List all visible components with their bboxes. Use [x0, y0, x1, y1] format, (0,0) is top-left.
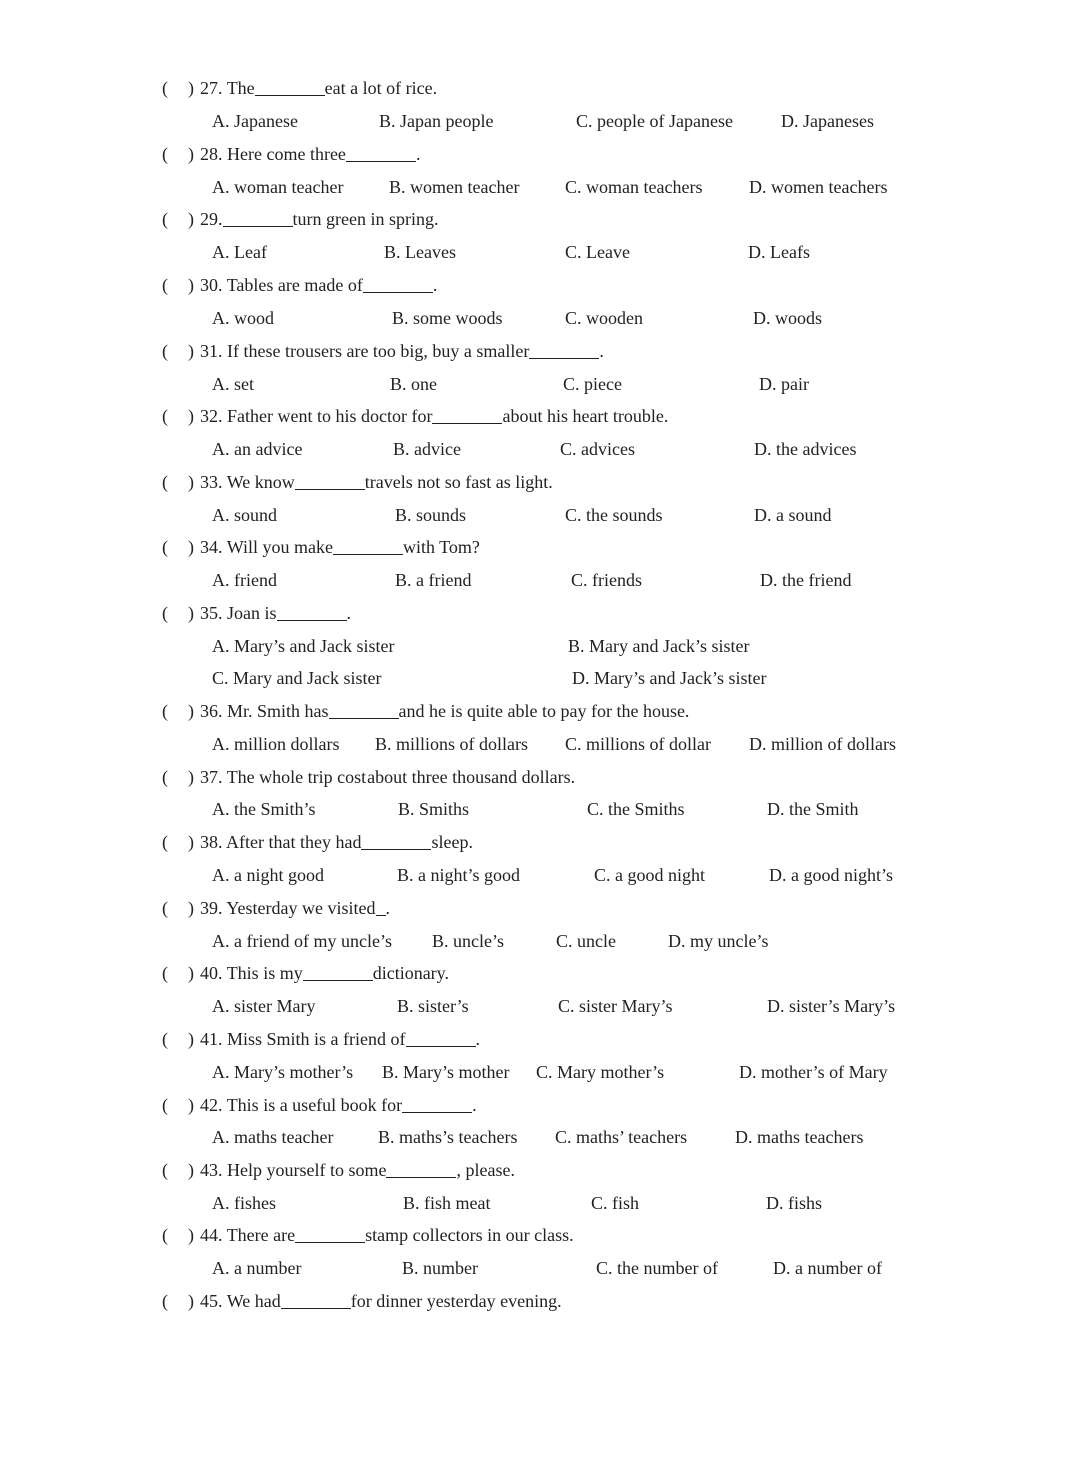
option-a[interactable]: A. a night good: [212, 865, 324, 885]
answer-blank: [277, 602, 347, 621]
question-stem: 34. Will you make with Tom?: [200, 537, 480, 557]
answer-bracket-close: ): [188, 1291, 194, 1311]
answer-bracket-close: ): [188, 209, 194, 229]
answer-blank: [363, 274, 433, 293]
answer-bracket-close: ): [188, 1029, 194, 1049]
answer-bracket[interactable]: (: [162, 1291, 168, 1311]
option-d[interactable]: D. a number of: [773, 1258, 882, 1278]
question-stem: 31. If these trousers are too big, buy a smaller .: [200, 341, 604, 361]
option-a[interactable]: A. sound: [212, 505, 278, 525]
option-d[interactable]: D. Mary’s and Jack’s sister: [572, 668, 767, 688]
answer-bracket-close: ): [188, 472, 194, 492]
answer-bracket[interactable]: (: [162, 144, 168, 164]
answer-bracket[interactable]: (: [162, 209, 168, 229]
answer-bracket-close: ): [188, 832, 194, 852]
option-b[interactable]: B. millions of dollars: [375, 734, 528, 754]
option-a[interactable]: A. wood: [212, 308, 274, 328]
answer-bracket-close: ): [188, 275, 194, 295]
answer-blank: [303, 962, 373, 981]
option-a[interactable]: A. an advice: [212, 439, 303, 459]
question-stem: 32. Father went to his doctor for about his heart trouble.: [200, 406, 669, 426]
option-b[interactable]: B. maths’s teachers: [378, 1127, 518, 1147]
option-d[interactable]: D. fishs: [766, 1193, 823, 1213]
question-stem: 41. Miss Smith is a friend of .: [200, 1029, 480, 1049]
option-b[interactable]: B. fish meat: [403, 1193, 491, 1213]
option-d[interactable]: D. a sound: [754, 505, 832, 525]
answer-bracket[interactable]: (: [162, 275, 168, 295]
option-d[interactable]: D. a good night’s: [769, 865, 893, 885]
answer-bracket[interactable]: (: [162, 832, 168, 852]
option-c[interactable]: C. advices: [560, 439, 635, 459]
question-stem: 28. Here come three .: [200, 144, 421, 164]
option-c[interactable]: C. the Smiths: [587, 799, 685, 819]
option-c[interactable]: C. friends: [571, 570, 642, 590]
option-c[interactable]: C. uncle: [556, 931, 616, 951]
answer-blank: [432, 405, 502, 424]
answer-bracket[interactable]: (: [162, 963, 168, 983]
option-a[interactable]: A. a friend of my uncle’s: [212, 931, 392, 951]
option-a[interactable]: A. fishes: [212, 1193, 276, 1213]
answer-bracket[interactable]: (: [162, 1029, 168, 1049]
answer-blank: [223, 208, 293, 227]
question-stem: 42. This is a useful book for .: [200, 1095, 477, 1115]
question-stem: 37. The whole trip costabout three thousand dollars.: [200, 767, 576, 787]
answer-bracket-close: ): [188, 1160, 194, 1180]
answer-bracket[interactable]: (: [162, 767, 168, 787]
option-a[interactable]: A. sister Mary: [212, 996, 316, 1016]
answer-bracket[interactable]: (: [162, 537, 168, 557]
question-stem: 29. turn green in spring.: [200, 209, 439, 229]
question-stem: 44. There are stamp collectors in our class.: [200, 1225, 574, 1245]
answer-bracket[interactable]: (: [162, 341, 168, 361]
option-b[interactable]: B. Mary’s mother: [382, 1062, 510, 1082]
option-a[interactable]: A. Mary’s and Jack sister: [212, 636, 395, 656]
option-a[interactable]: A. friend: [212, 570, 277, 590]
question-stem: 27. The eat a lot of rice.: [200, 78, 438, 98]
question-stem: 43. Help yourself to some , please.: [200, 1160, 515, 1180]
option-c[interactable]: C. woman teachers: [565, 177, 703, 197]
option-c[interactable]: C. a good night: [594, 865, 705, 885]
answer-blank: [333, 536, 403, 555]
answer-bracket[interactable]: (: [162, 406, 168, 426]
option-d[interactable]: D. maths teachers: [735, 1127, 864, 1147]
option-b[interactable]: B. some woods: [392, 308, 503, 328]
option-d[interactable]: D. the Smith: [767, 799, 859, 819]
answer-blank: [406, 1028, 476, 1047]
option-d[interactable]: D. my uncle’s: [668, 931, 769, 951]
answer-blank: [386, 1159, 456, 1178]
option-c[interactable]: C. people of Japanese: [576, 111, 733, 131]
question-stem: 33. We know travels not so fast as light.: [200, 472, 553, 492]
option-a[interactable]: A. Leaf: [212, 242, 267, 262]
answer-blank: [376, 897, 386, 916]
option-b[interactable]: B. Leaves: [384, 242, 456, 262]
question-stem: 38. After that they had sleep.: [200, 832, 473, 852]
option-c[interactable]: C. Mary and Jack sister: [212, 668, 382, 688]
answer-bracket[interactable]: (: [162, 1160, 168, 1180]
option-d[interactable]: D. pair: [759, 374, 809, 394]
option-a[interactable]: A. Japanese: [212, 111, 298, 131]
option-c[interactable]: C. piece: [563, 374, 622, 394]
option-a[interactable]: A. set: [212, 374, 254, 394]
answer-bracket[interactable]: (: [162, 603, 168, 623]
option-a[interactable]: A. Mary’s mother’s: [212, 1062, 354, 1082]
answer-bracket[interactable]: (: [162, 1225, 168, 1245]
option-d[interactable]: D. the advices: [754, 439, 857, 459]
option-b[interactable]: B. advice: [393, 439, 461, 459]
answer-bracket[interactable]: (: [162, 1095, 168, 1115]
option-d[interactable]: D. woods: [753, 308, 823, 328]
option-d[interactable]: D. mother’s of Mary: [739, 1062, 888, 1082]
answer-bracket[interactable]: (: [162, 701, 168, 721]
option-b[interactable]: B. Mary and Jack’s sister: [568, 636, 750, 656]
answer-bracket-close: ): [188, 898, 194, 918]
option-d[interactable]: D. million of dollars: [749, 734, 896, 754]
option-b[interactable]: B. a night’s good: [397, 865, 521, 885]
option-b[interactable]: B. one: [390, 374, 437, 394]
answer-bracket-close: ): [188, 701, 194, 721]
option-c[interactable]: C. millions of dollar: [565, 734, 711, 754]
answer-bracket[interactable]: (: [162, 898, 168, 918]
answer-blank: [529, 340, 599, 359]
question-stem: 36. Mr. Smith has and he is quite able to pay for the house.: [200, 701, 690, 721]
option-b[interactable]: B. Smiths: [398, 799, 470, 819]
answer-bracket-close: ): [188, 603, 194, 623]
option-b[interactable]: B. number: [402, 1258, 478, 1278]
answer-bracket-close: ): [188, 537, 194, 557]
option-b[interactable]: B. Japan people: [379, 111, 494, 131]
answer-bracket-close: ): [188, 78, 194, 98]
answer-bracket-close: ): [188, 767, 194, 787]
option-a[interactable]: A. woman teacher: [212, 177, 344, 197]
option-b[interactable]: B. sounds: [395, 505, 467, 525]
answer-bracket-close: ): [188, 963, 194, 983]
answer-blank: [402, 1094, 472, 1113]
option-c[interactable]: C. Mary mother’s: [536, 1062, 665, 1082]
answer-bracket-close: ): [188, 1225, 194, 1245]
question-stem: 30. Tables are made of .: [200, 275, 438, 295]
option-c[interactable]: C. wooden: [565, 308, 643, 328]
option-b[interactable]: B. a friend: [395, 570, 472, 590]
option-b[interactable]: B. uncle’s: [432, 931, 504, 951]
answer-bracket-close: ): [188, 406, 194, 426]
answer-bracket[interactable]: (: [162, 78, 168, 98]
option-a[interactable]: A. a number: [212, 1258, 302, 1278]
question-stem: 39. Yesterday we visited .: [200, 898, 390, 918]
option-a[interactable]: A. million dollars: [212, 734, 340, 754]
question-stem: 45. We had for dinner yesterday evening.: [200, 1291, 562, 1311]
answer-bracket-close: ): [188, 1095, 194, 1115]
question-stem: 40. This is my dictionary.: [200, 963, 450, 983]
option-c[interactable]: C. sister Mary’s: [558, 996, 673, 1016]
option-a[interactable]: A. maths teacher: [212, 1127, 334, 1147]
answer-blank: [281, 1290, 351, 1309]
option-c[interactable]: C. the number of: [596, 1258, 718, 1278]
option-d[interactable]: D. women teachers: [749, 177, 888, 197]
option-c[interactable]: C. the sounds: [565, 505, 663, 525]
answer-bracket-close: ): [188, 341, 194, 361]
answer-blank: [329, 700, 399, 719]
option-d[interactable]: D. the friend: [760, 570, 852, 590]
option-c[interactable]: C. maths’ teachers: [555, 1127, 688, 1147]
option-c[interactable]: C. fish: [591, 1193, 640, 1213]
option-d[interactable]: D. Japaneses: [781, 111, 874, 131]
answer-blank: [295, 1224, 365, 1243]
question-stem: 35. Joan is .: [200, 603, 351, 623]
answer-bracket-close: ): [188, 144, 194, 164]
answer-bracket[interactable]: (: [162, 472, 168, 492]
answer-blank: [255, 77, 325, 96]
answer-blank: [295, 471, 365, 490]
option-b[interactable]: B. women teacher: [389, 177, 520, 197]
option-d[interactable]: D. sister’s Mary’s: [767, 996, 896, 1016]
option-b[interactable]: B. sister’s: [397, 996, 469, 1016]
option-a[interactable]: A. the Smith’s: [212, 799, 316, 819]
answer-blank: [361, 831, 431, 850]
option-c[interactable]: C. Leave: [565, 242, 630, 262]
answer-blank: [346, 143, 416, 162]
option-d[interactable]: D. Leafs: [748, 242, 810, 262]
